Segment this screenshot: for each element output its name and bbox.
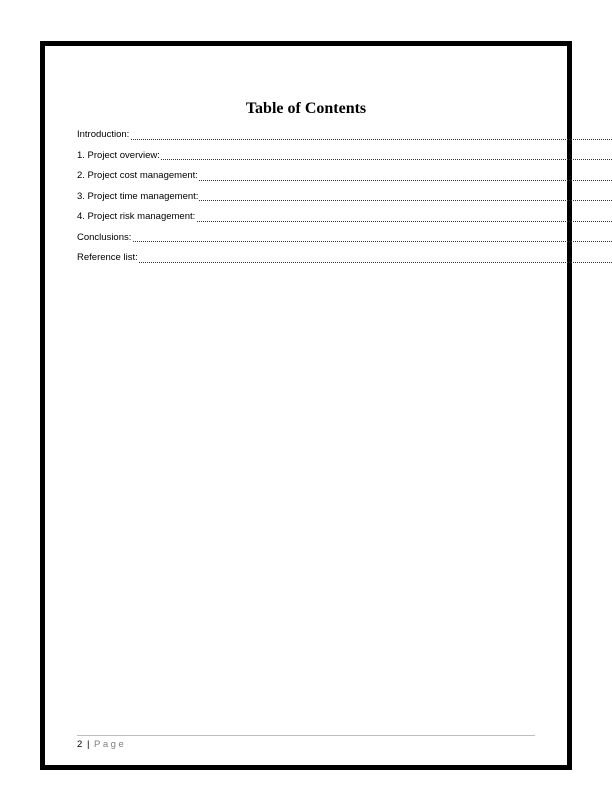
- dot-leader: [77, 139, 612, 140]
- toc-entry-label: 3. Project time management:: [77, 190, 199, 202]
- footer-rule: [77, 735, 535, 736]
- toc-entry-introduction[interactable]: [77, 128, 612, 149]
- toc-entry-label: 1. Project overview:: [77, 149, 160, 161]
- toc-entry-cost-management[interactable]: [77, 169, 612, 190]
- toc-entry-time-management[interactable]: [77, 190, 612, 211]
- toc-list: [77, 128, 612, 272]
- toc-title: Table of Contents: [245, 100, 367, 117]
- page-label: Page: [94, 739, 127, 750]
- toc-entry-conclusions[interactable]: [77, 231, 612, 252]
- toc-entry-label: 4. Project risk management:: [77, 211, 196, 222]
- footer-separator: |: [86, 739, 90, 750]
- page-number: 2: [77, 739, 83, 750]
- toc-entry-label: Introduction:: [77, 129, 130, 140]
- toc-entry-risk-management[interactable]: [77, 210, 612, 231]
- toc-entry-label: Reference list:: [77, 252, 138, 263]
- toc-entry-project-overview[interactable]: [77, 149, 612, 170]
- dot-leader: [77, 262, 612, 263]
- toc-entry-reference-list[interactable]: [77, 251, 612, 272]
- toc-entry-label: Conclusions:: [77, 231, 132, 243]
- dot-leader: [77, 241, 612, 242]
- page-footer: [77, 739, 126, 750]
- toc-entry-label: 2. Project cost management:: [77, 170, 198, 181]
